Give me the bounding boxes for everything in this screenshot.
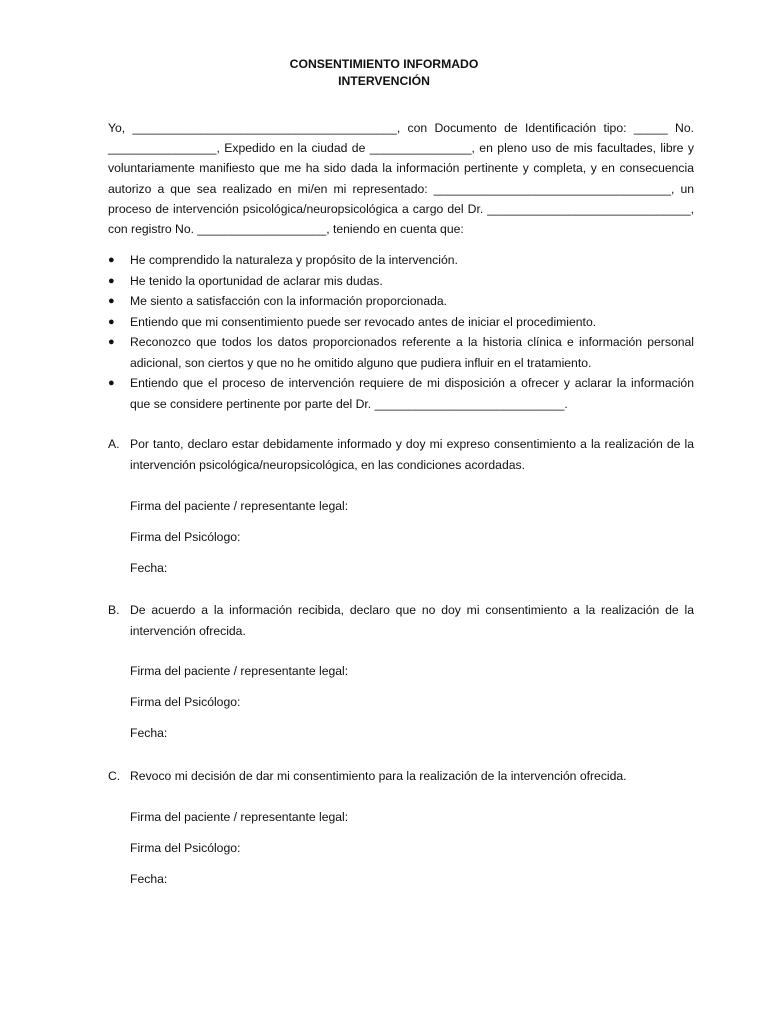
- patient-signature-line: Firma del paciente / representante legal:: [130, 664, 349, 678]
- declaration-item: ● Reconozco que todos los datos proporcionados referente a la historia clínica e información personal adicional, son ciertos y que no he omitido alguno que pudiera influir en el tratamiento.: [108, 332, 694, 373]
- date-line: Fecha:: [130, 726, 168, 740]
- declaration-item: ● Entiendo que mi consentimiento puede ser revocado antes de iniciar el procedimiento.: [108, 312, 694, 333]
- intro-paragraph: Yo, _______________________________________, con Documento de Identificación tipo: _____ No. ________________, Expedido en la ciudad de _______________, en pleno uso de mis facultades, libre y voluntariamente manifiesto que me ha sido dada la información pertinente y completa, y en consecuencia autorizo a que sea realizado en mi/en mi representado: ___________________________________, un proceso de intervención psicológica/neuropsicológica a cargo del Dr. ______________________________, con registro No. ___________________, teniendo en cuenta que:: [108, 121, 694, 237]
- declaration-item: ● Entiendo que el proceso de intervención requiere de mi disposición a ofrecer y aclarar la información que se considere pertinente por parte del Dr. ____________________________.: [108, 373, 694, 414]
- document-title: CONSENTIMIENTO INFORMADO: [289, 57, 479, 71]
- bullet-icon: ●: [108, 274, 115, 287]
- psychologist-signature-line: Firma del Psicólogo:: [130, 695, 241, 709]
- bullet-icon: ●: [108, 254, 115, 266]
- document-subtitle: INTERVENCIÓN: [338, 74, 430, 88]
- option-text: Revoco mi decisión de dar mi consentimiento para la realización de la intervención ofrecida.: [130, 769, 627, 783]
- bullet-icon: ●: [108, 336, 115, 348]
- declaration-item: ● Me siento a satisfacción con la información proporcionada.: [108, 291, 694, 312]
- declaration-item: ● He tenido la oportunidad de aclarar mis dudas.: [108, 271, 694, 292]
- psychologist-signature-line: Firma del Psicólogo:: [130, 530, 241, 544]
- option-text: Por tanto, declaro estar debidamente informado y doy mi expreso consentimiento a la realización de la intervención psicológica/neuropsicológica, en las condiciones acordadas.: [130, 437, 694, 472]
- option-a: [108, 434, 694, 476]
- option-letter: B.: [108, 603, 120, 617]
- bullet-icon: ●: [108, 377, 115, 389]
- date-line: Fecha:: [130, 872, 168, 886]
- option-letter: C.: [108, 769, 121, 783]
- option-text: De acuerdo a la información recibida, declaro que no doy mi consentimiento a la realización de la intervención ofrecida.: [130, 603, 694, 638]
- date-line: Fecha:: [130, 561, 168, 575]
- option-b: [108, 600, 694, 642]
- patient-signature-line: Firma del paciente / representante legal:: [130, 810, 349, 824]
- bullet-icon: ●: [108, 295, 115, 307]
- option-c: [108, 766, 694, 787]
- bullet-icon: ●: [108, 315, 115, 328]
- patient-signature-line: Firma del paciente / representante legal:: [130, 499, 349, 513]
- declaration-item: ● He comprendido la naturaleza y propósito de la intervención.: [108, 250, 694, 271]
- option-letter: A.: [108, 437, 120, 451]
- psychologist-signature-line: Firma del Psicólogo:: [130, 841, 241, 855]
- declaration-list: [108, 250, 694, 414]
